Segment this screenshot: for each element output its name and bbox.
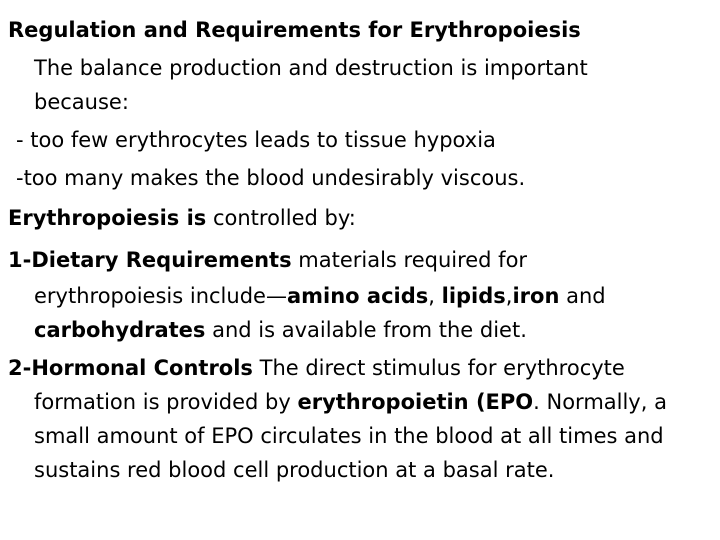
dietary-line-1 <box>8 246 527 274</box>
dietary-sep-1: , <box>428 284 442 308</box>
hormonal-line-1 <box>8 354 625 382</box>
epo-term: erythropoietin (EPO <box>297 390 534 414</box>
point-too-few: - too few erythrocytes leads to tissue hypoxia <box>16 128 496 152</box>
dietary-line-3-rest: and is available from the diet. <box>205 318 527 342</box>
dietary-heading: 1-Dietary Requirements <box>8 248 292 272</box>
lipids-term: lipids <box>441 284 506 308</box>
dietary-line-3 <box>34 316 527 344</box>
intro-line-1: The balance production and destruction is important <box>34 56 588 80</box>
hormonal-line-4: sustains red blood cell production at a basal rate. <box>34 458 555 482</box>
dietary-line-2-text: erythropoiesis include— <box>34 284 287 308</box>
controlled-lead: Erythropoiesis is <box>8 206 207 230</box>
slide-title: Regulation and Requirements for Erythropoiesis <box>8 18 581 42</box>
hormonal-line-2 <box>34 388 667 416</box>
amino-acids-term: amino acids <box>286 284 429 308</box>
controlled-rest: controlled by: <box>206 206 356 230</box>
controlled-by-line <box>8 204 356 232</box>
intro-line-2: because: <box>34 90 129 114</box>
dietary-line-2 <box>34 282 606 310</box>
hormonal-line-3: small amount of EPO circulates in the blood at all times and <box>34 424 664 448</box>
carbohydrates-term: carbohydrates <box>34 318 206 342</box>
hormonal-line-1-rest: The direct stimulus for erythrocyte <box>252 356 625 380</box>
dietary-and: and <box>559 284 606 308</box>
dietary-sep-2: , <box>505 284 513 308</box>
hormonal-line-2-end: . Normally, a <box>533 390 667 414</box>
iron-term: iron <box>512 284 560 308</box>
dietary-line-1-rest: materials required for <box>291 248 528 272</box>
hormonal-heading: 2-Hormonal Controls <box>8 356 253 380</box>
point-too-many: -too many makes the blood undesirably viscous. <box>16 166 526 190</box>
hormonal-line-2-text: formation is provided by <box>34 390 298 414</box>
